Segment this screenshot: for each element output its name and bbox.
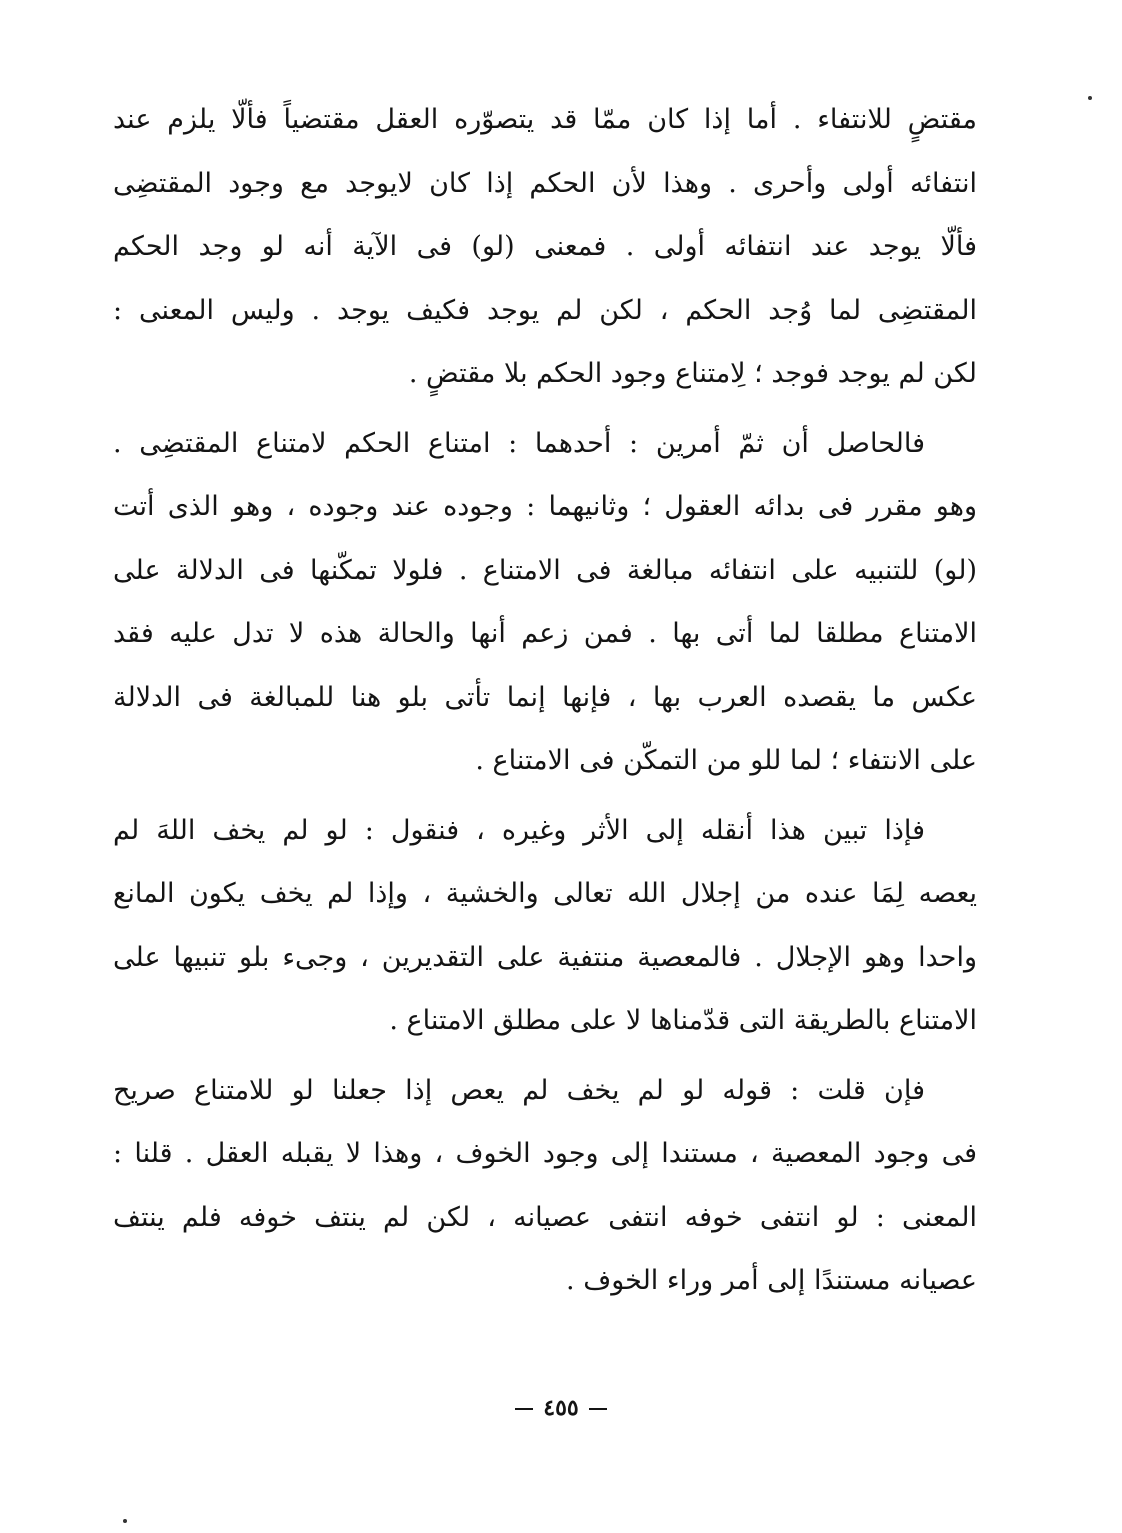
text-line: انتفائه أولى وأحرى . وهذا لأن الحكم إذا كان لايوجد مع وجود المقتضِى — [113, 167, 977, 199]
paragraph — [113, 1059, 977, 1313]
text-line: عكس ما يقصده العرب بها ، فإنها إنما تأتى بلو هنا للمبالغة فى الدلالة — [113, 681, 977, 713]
scan-speck — [123, 1519, 127, 1523]
text-line: المعنى : لو انتفى خوفه انتفى عصيانه ، لكن لم ينتف خوفه فلم ينتف — [113, 1201, 977, 1233]
page-number-value: ٤٥٥ — [543, 1395, 579, 1421]
dash-right — [589, 1408, 607, 1410]
text-line: عصيانه مستندًا إلى أمر وراء الخوف . — [566, 1265, 977, 1296]
text-line: فى وجود المعصية ، مستندا إلى وجود الخوف ، وهذا لا يقبله العقل . قلنا : — [113, 1138, 977, 1169]
paragraph — [113, 88, 977, 406]
dash-left — [515, 1408, 533, 1410]
text-line: على الانتفاء ؛ لما للو من التمكّن فى الامتناع . — [475, 745, 977, 776]
text-line: واحدا وهو الإجلال . فالمعصية منتفية على التقديرين ، وجىء بلو تنبيها على — [113, 941, 977, 973]
page-number — [0, 1395, 1122, 1421]
text-line: مقتضٍ للانتفاء . أما إذا كان ممّا قد يتصوّره العقل مقتضياً فألّا يلزم عند — [113, 104, 977, 135]
paragraph — [113, 412, 977, 793]
text-line: وهو مقرر فى بدائه العقول ؛ وثانيهما : وجوده عند وجوده ، وهو الذى أتت — [113, 491, 977, 522]
text-line: فالحاصل أن ثمّ أمرين : أحدهما : امتناع الحكم لامتناع المقتضِى . — [113, 427, 925, 459]
text-line: الامتناع بالطريقة التى قدّمناها لا على مطلق الامتناع . — [389, 1005, 977, 1036]
text-line: (لو) للتنبيه على انتفائه مبالغة فى الامتناع . فلولا تمكّنها فى الدلالة على — [113, 554, 977, 586]
paragraph — [113, 799, 977, 1053]
text-line: لكن لم يوجد فوجد ؛ لِامتناع وجود الحكم بلا مقتضٍ . — [408, 358, 977, 389]
text-line: الامتناع مطلقا لما أتى بها . فمن زعم أنها والحالة هذه لا تدل عليه فقد — [113, 618, 977, 649]
scan-speck — [1088, 96, 1092, 100]
text-line: فألّا يوجد عند انتفائه أولى . فمعنى (لو) فى الآية أنه لو وجد الحكم — [113, 231, 977, 262]
body-text — [113, 88, 977, 1313]
text-line: المقتضِى لما وُجد الحكم ، لكن لم يوجد فكيف يوجد . وليس المعنى : — [113, 294, 977, 326]
text-line: يعصه لِمَا عنده من إجلال الله تعالى والخشية ، وإذا لم يخف يكون المانع — [113, 878, 977, 909]
text-line: فإذا تبين هذا أنقله إلى الأثر وغيره ، فنقول : لو لم يخف اللهَ لم — [113, 814, 925, 846]
text-line: فإن قلت : قوله لو لم يخف لم يعص إذا جعلنا لو للامتناع صريح — [113, 1074, 925, 1106]
